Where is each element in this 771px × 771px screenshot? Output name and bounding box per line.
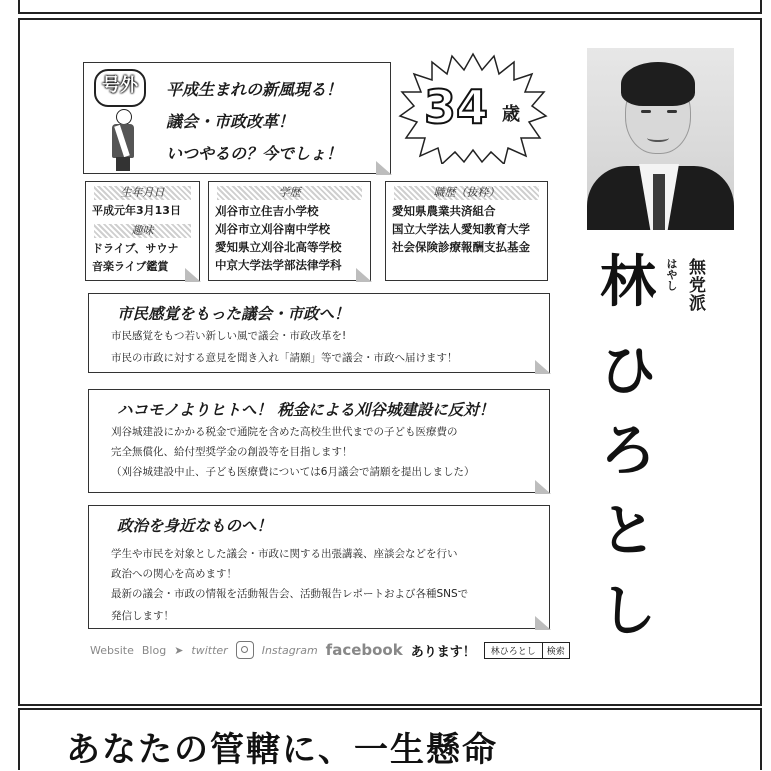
name-char: と — [600, 499, 656, 564]
website-text: Website — [90, 643, 134, 657]
education-line: 愛知県立刈谷北高等学校 — [215, 240, 342, 254]
policy-line: 市民の市政に対する意見を聞き入れ「請願」等で議会・市政へ届けます！ — [111, 352, 458, 364]
birth-value: 平成元年3月13日 — [92, 204, 181, 217]
page-curl — [376, 161, 392, 175]
policy-box — [88, 389, 550, 493]
candidate-portrait — [587, 48, 734, 230]
career-line: 社会保険診療報酬支払基金 — [392, 240, 530, 254]
policy-line: 刈谷城建設にかかる税金で通院を含めた高校生世代までの子ども医療費の — [111, 426, 458, 438]
headline-line: 議会・市政改革！ — [166, 112, 295, 131]
policy-line: （刈谷城建設中止、子ども医療費については6月議会で請願を提出しました） — [111, 466, 475, 478]
name-char: し — [600, 579, 656, 644]
page-curl — [535, 616, 551, 630]
policy-line: 市民感覚をもつ若い新しい風で議会・市政改革を! — [111, 330, 347, 342]
facebook-text: facebook — [325, 641, 403, 659]
search-button: 検索 — [543, 642, 570, 659]
career-line: 国立大学法人愛知教育大学 — [392, 222, 530, 236]
page-frame-top — [18, 0, 762, 14]
education-line: 刈谷市立住吉小学校 — [215, 204, 319, 218]
policy-title: 政治を身近なものへ！ — [117, 516, 273, 535]
hobby-line: ドライブ、サウナ — [92, 242, 179, 255]
headline-line: 平成生まれの新風現る！ — [166, 80, 343, 99]
education-box — [208, 181, 371, 281]
age-burst — [398, 52, 548, 164]
hobby-line: 音楽ライブ鑑賞 — [92, 260, 169, 273]
education-line: 中京大学法学部法律学科 — [215, 258, 342, 272]
policy-box — [88, 293, 550, 373]
name-char: ひ — [600, 339, 656, 404]
policy-line: 発信します！ — [111, 610, 174, 622]
page-curl — [185, 268, 201, 282]
policy-line: 学生や市民を対象とした議会・市政に関する出張講義、座談会などを行い — [111, 548, 458, 560]
page-curl — [535, 480, 551, 494]
birth-label: 生年月日 — [94, 186, 191, 200]
arimasu-text: あります！ — [410, 644, 476, 660]
name-ruby: はやし — [665, 258, 678, 291]
hobby-label: 趣味 — [94, 224, 191, 238]
headline-box — [83, 62, 391, 174]
age-number: 34 — [424, 80, 489, 134]
search-field: 林ひろとし — [484, 642, 543, 659]
policy-box — [88, 505, 550, 629]
page-curl — [535, 360, 551, 374]
twitter-text: twitter — [191, 643, 228, 657]
instagram-icon — [236, 641, 254, 659]
education-label: 学歴 — [217, 186, 362, 200]
blog-text: Blog — [141, 643, 167, 657]
headline-line: いつやるの？今でしょ！ — [166, 144, 343, 163]
gogai-badge: 号外 — [94, 69, 146, 107]
career-box — [385, 181, 548, 281]
sns-footer — [90, 638, 578, 662]
policy-line: 完全無償化、給付型奨学金の創設等を目指します！ — [111, 446, 353, 458]
career-label: 職歴（抜粋） — [394, 186, 539, 200]
career-line: 愛知県農業共済組合 — [392, 204, 496, 218]
twitter-bird-icon: ➤ — [174, 643, 184, 657]
age-unit: 歳 — [502, 104, 520, 125]
name-char: 林 — [600, 250, 656, 315]
page-curl — [356, 268, 372, 282]
name-char: ろ — [600, 419, 656, 484]
party-label: 無党派 — [685, 258, 705, 312]
policy-line: 最新の議会・市政の情報を活動報告会、活動報告レポートおよび各種SNSで — [111, 588, 469, 600]
birth-hobby-box — [85, 181, 200, 281]
policy-title: 市民感覚をもった議会・市政へ！ — [117, 304, 350, 323]
education-line: 刈谷市立刈谷南中学校 — [215, 222, 330, 236]
next-section-heading: あなたの管轄に、一生懸命 — [66, 730, 498, 770]
candidate-figure-icon — [106, 109, 140, 171]
instagram-text: Instagram — [261, 643, 318, 657]
policy-title: ハコモノよりヒトへ！ 税金による刈谷城建設に反対！ — [117, 400, 495, 419]
policy-line: 政治への関心を高めます！ — [111, 568, 237, 580]
